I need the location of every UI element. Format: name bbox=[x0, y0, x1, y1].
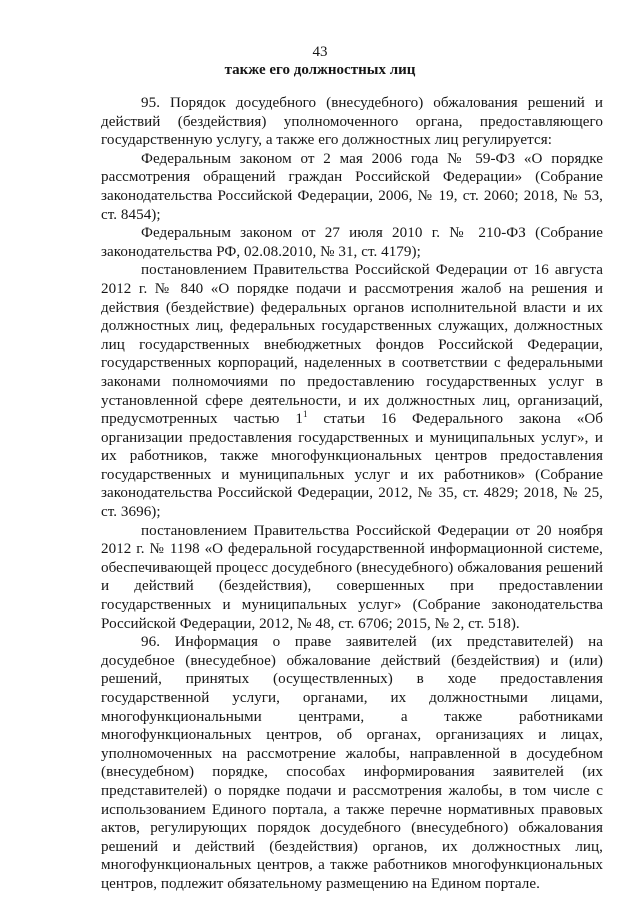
paragraph-96: 96. Информация о праве заявителей (их представителей) на досудебное (внесудебное) обжалование действий (бездействия) и (или) решений, принятых (осуществленных) в ходе предоставления государственной услуги, органами, их должностными лицами, многофункциональными центрами, а также работниками многофункциональных центров, об органах, организациях и лицах, уполномоченных на рассмотрение жалобы, направленной в досудебном (внесудебном) порядке, способах информирования заявителей (их представителей) о порядке подачи и рассмотрения жалобы, в том числе с использованием Единого портала, а также перечне нормативных правовых актов, регулирующих порядок досудебного (внесудебного) обжалования решений и действий (бездействия) органов, их должностных лиц, многофункциональных центров, а также работников многофункциональных центров, подлежит обязательному размещению на Едином портале. bbox=[101, 634, 603, 892]
paragraph-resolution-840 bbox=[101, 261, 603, 521]
document-body bbox=[101, 94, 603, 894]
paragraph-resolution-1198: постановлением Правительства Российской Федерации от 20 ноября 2012 г. № 1198 «О федеральной государственной информационной системе, обеспечивающей процесс досудебного (внесудебного) обжалования решений и действий (бездействия), совершенных при предоставлении государственных и муниципальных услуг» (Собрание законодательства Российской Федерации, 2012, № 48, ст. 6706; 2015, № 2, ст. 518). bbox=[101, 522, 603, 632]
page-number: 43 bbox=[312, 44, 328, 60]
paragraph-law-210fz: Федеральным законом от 27 июля 2010 г. № 210-ФЗ (Собрание законодательства РФ, 02.08.2010, № 31, ст. 4179); bbox=[101, 225, 603, 260]
superscript-marker: 1 bbox=[302, 409, 308, 420]
paragraph-95: 95. Порядок досудебного (внесудебного) обжалования решений и действий (бездействия) уполномоченного органа, предоставляющего государственную услугу, а также его должностных лиц регулируется: bbox=[101, 95, 603, 149]
section-heading: также его должностных лиц bbox=[224, 62, 416, 78]
resolution-840-text-part2: статьи 16 Федерального закона «Об организации предоставления государственных и муниципальных услуг», и их работников, также многофункциональных центров предоставления государственных и муниципальных услуг и их работников» (Собрание законодательства Российской Федерации, 2012, № 35, ст. 4829; 2018, № 25, ст. 3696); bbox=[101, 411, 603, 521]
paragraph-law-59fz: Федеральным законом от 2 мая 2006 года № 59-ФЗ «О порядке рассмотрения обращений граждан Российской Федерации» (Собрание законодательства Российской Федерации, 2006, № 19, ст. 2060; 2018, № 53, ст. 8454); bbox=[101, 150, 603, 223]
resolution-840-text-part1: постановлением Правительства Российской Федерации от 16 августа 2012 г. № 840 «О порядке подачи и рассмотрения жалоб на решения и действия (бездействие) федеральных органов исполнительной власти и их должностных лиц, федеральных государственных служащих, должностных лиц государственных внебюджетных фондов Российской Федерации, государственных корпораций, наделенных в соответствии с федеральными законами полномочиями по предоставлению государственных услуг в установленной сфере деятельности, и их должностных лиц, организаций, предусмотренных частью 1 bbox=[101, 262, 603, 428]
